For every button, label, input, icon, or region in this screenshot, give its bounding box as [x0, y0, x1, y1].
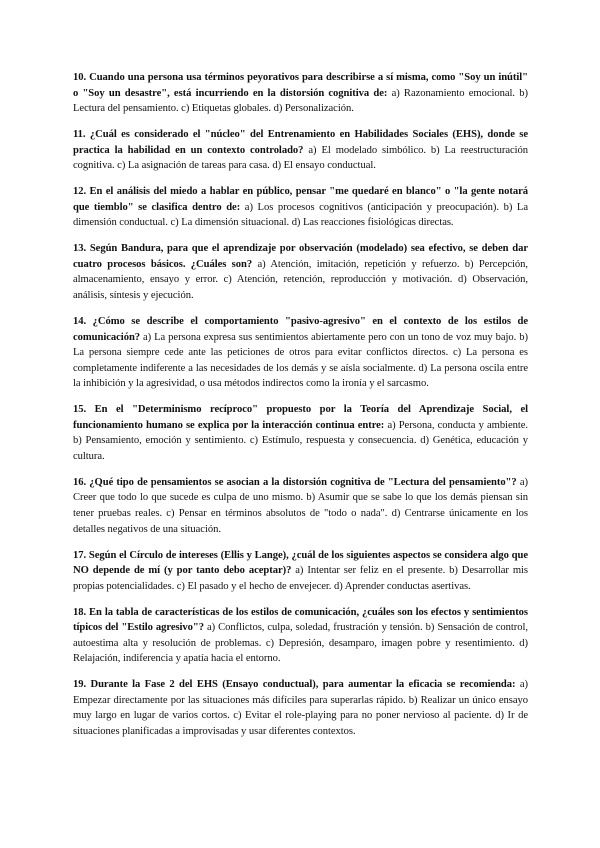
question-stem: 13. Según Bandura, para que el aprendizaje por observación (modelado) sea efectivo, se deben dar cuatro procesos básicos. ¿Cuáles son? — [73, 243, 528, 270]
question-15 — [73, 402, 528, 464]
question-stem: 14. ¿Cómo se describe el comportamiento "pasivo-agresivo" en el contexto de los estilos de comunicación? — [73, 315, 528, 343]
question-14 — [73, 314, 528, 392]
question-19 — [73, 677, 528, 739]
question-13 — [73, 241, 528, 303]
question-stem: 16. ¿Qué tipo de pensamientos se asocian a la distorsión cognitiva de "Lectura del pensamiento"? — [73, 476, 517, 488]
question-18 — [73, 605, 528, 667]
question-options: a) Conflictos, culpa, soledad, frustración y tensión. b) Sensación de control, autoestima alta y resolución de problemas. c) Depresión, desamparo, imagen pobre y resentimiento. d) Relajación, indiferencia y apatía hacia el entorno. — [73, 622, 528, 665]
question-options: a) Los procesos cognitivos (anticipación y preocupación). b) La dimensión conductual. c) La dimensión situacional. d) Las reacciones fisiológicas directas. — [73, 201, 528, 229]
question-11 — [73, 127, 528, 174]
question-12 — [73, 184, 528, 231]
question-stem: 10. Cuando una persona usa términos peyorativos para describirse a sí misma, como "Soy un inútil" o "Soy un desastre", está incurriendo en la distorsión cognitiva de: — [73, 72, 528, 99]
question-options: a) Empezar directamente por las situaciones más difíciles para superarlas rápido. b) Realizar un único ensayo muy largo en lugar de varios cortos. c) Evitar el role-playing para no poner nervioso al paciente. d) Ir de situaciones planificadas a improvisadas y usar diferentes contextos. — [73, 679, 528, 738]
question-options: a) Persona, conducta y ambiente. b) Pensamiento, emoción y sentimiento. c) Estímulo, respuesta y consecuencia. d) Genética, educación y cultura. — [73, 419, 528, 462]
question-stem: 17. Según el Círculo de intereses (Ellis y Lange), ¿cuál de los siguientes aspectos se considera algo que NO depende de mí (y por tanto debo aceptar)? — [73, 549, 528, 577]
question-17 — [73, 548, 528, 595]
question-options: a) El modelado simbólico. b) La reestructuración cognitiva. c) La asignación de tareas para casa. d) El ensayo conductual. — [73, 144, 529, 172]
question-options: a) Razonamiento emocional. b) Lectura del pensamiento. c) Etiquetas globales. d) Personalización. — [73, 87, 528, 115]
question-options: a) Intentar ser feliz en el presente. b) Desarrollar mis propias potencialidades. c) El pasado y el hecho de envejecer. d) Aprender conductas asertivas. — [73, 565, 528, 592]
question-stem: 15. En el "Determinismo recíproco" propuesto por la Teoría del Aprendizaje Social, el funcionamiento humano se explica por la interacción continua entre: — [73, 404, 528, 431]
question-options: a) Creer que todo lo que sucede es culpa de uno mismo. b) Asumir que se sabe lo que los demás piensan sin tener pruebas reales. c) Pensar en términos absolutos de "todo o nada". d) Centrarse únicamente en los detalles negativos de una situación. — [73, 476, 528, 535]
question-options: a) Atención, imitación, repetición y refuerzo. b) Percepción, almacenamiento, ensayo y error. c) Atención, retención, reproducción y motivación. d) Observación, análisis, síntesis y ejecución. — [73, 258, 528, 302]
question-16 — [73, 475, 528, 537]
question-stem: 19. Durante la Fase 2 del EHS (Ensayo conductual), para aumentar la eficacia se recomienda: — [73, 679, 516, 691]
question-stem: 11. ¿Cuál es considerado el "núcleo" del Entrenamiento en Habilidades Sociales (EHS), donde se practica la habilidad en un contexto controlado? — [73, 129, 528, 156]
question-stem: 18. En la tabla de características de los estilos de comunicación, ¿cuáles son los efectos y sentimientos típicos del "Estilo agresivo"? — [73, 606, 528, 634]
question-options: a) La persona expresa sus sentimientos abiertamente pero con un tono de voz muy bajo. b) La persona siempre cede ante las peticiones de otros para evitar conflictos directos. c) La persona es completamente indiferente a las necesidades de los demás y se aísla socialmente. d) La persona oscila entre la inhibición y la agresividad, o usa métodos indirectos como la ironía y el sarcasmo. — [73, 331, 528, 390]
question-stem: 12. En el análisis del miedo a hablar en público, pensar "me quedaré en blanco" o "la gente notará que tiemblo" se clasifica dentro de: — [73, 186, 528, 213]
question-10 — [73, 70, 528, 117]
